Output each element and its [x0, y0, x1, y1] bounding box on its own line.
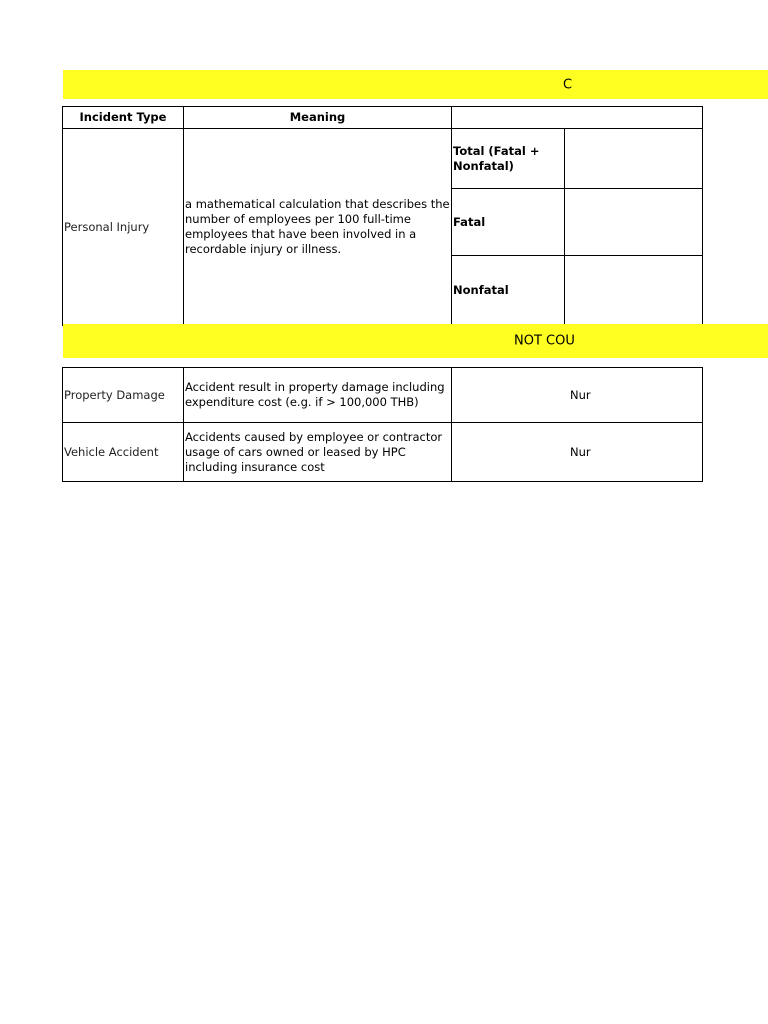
table-header-row [63, 107, 703, 129]
sub-row-fatal-value-cell[interactable] [565, 189, 703, 256]
property-damage-measure-cell[interactable] [452, 368, 703, 423]
other-incidents-table [62, 367, 703, 482]
not-counted-section-label: NOT COU [514, 333, 575, 349]
section-header-band [63, 70, 768, 99]
sub-row-fatal-cell[interactable]: Fatal [452, 189, 565, 256]
sub-row-nonfatal-value-cell[interactable] [565, 256, 703, 326]
section-header-label: C [563, 77, 573, 92]
property-damage-meaning-cell[interactable]: Accident result in property damage including expenditure cost (e.g. if > 100,000 THB) [184, 368, 452, 423]
incident-definition-table [62, 106, 703, 326]
vehicle-accident-measure-cell[interactable] [452, 423, 703, 482]
table-row [63, 368, 703, 423]
other-incidents-table-viewport [62, 367, 591, 482]
personal-injury-type-cell[interactable]: Personal Injury [63, 129, 184, 326]
property-damage-type-cell[interactable]: Property Damage [63, 368, 184, 423]
personal-injury-meaning-cell[interactable]: a mathematical calculation that describes the number of employees per 100 full-time employees that have been involved in a recordable injury or illness. [184, 129, 452, 326]
incident-definition-table-viewport [62, 106, 570, 325]
property-damage-measure-text: Nur [570, 387, 591, 402]
sub-row-nonfatal-cell[interactable]: Nonfatal [452, 256, 565, 326]
sub-row-total-cell[interactable]: Total (Fatal + Nonfatal) [452, 129, 565, 189]
header-incident-type[interactable]: Incident Type [63, 107, 184, 129]
not-counted-section-band [63, 324, 768, 358]
header-meaning[interactable]: Meaning [184, 107, 452, 129]
vehicle-accident-meaning-cell[interactable]: Accidents caused by employee or contractor usage of cars owned or leased by HPC including insurance cost [184, 423, 452, 482]
vehicle-accident-measure-text: Nur [570, 444, 591, 459]
vehicle-accident-type-cell[interactable]: Vehicle Accident [63, 423, 184, 482]
sub-row-total-value-cell[interactable] [565, 129, 703, 189]
table-row [63, 423, 703, 482]
table-row [63, 129, 703, 189]
header-measure[interactable] [452, 107, 703, 129]
